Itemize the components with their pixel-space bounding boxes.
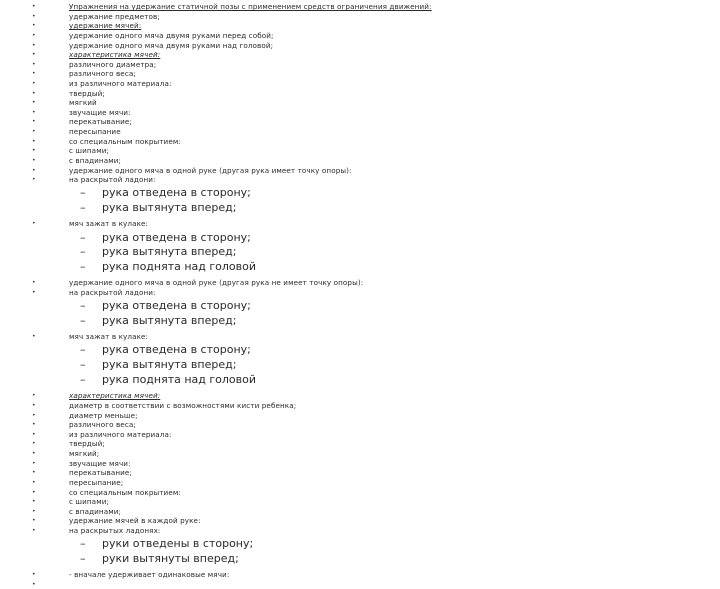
bullet-list-item (0, 478, 720, 488)
line-text: рука вытянута вперед; (102, 201, 237, 215)
bullet-marker: • (32, 289, 36, 296)
bullet-marker: • (32, 108, 36, 116)
line-text: рука отведена в сторону; (102, 299, 251, 313)
line-text: перекатывание; (69, 117, 132, 127)
bullet-marker: • (32, 392, 36, 400)
bullet-marker: • (32, 401, 36, 409)
bullet-marker: • (32, 430, 36, 438)
dash-marker: – (80, 537, 86, 551)
line-text: различного веса; (69, 420, 136, 430)
bullet-list-item (0, 31, 720, 41)
line-text: руки вытянуты вперед; (102, 551, 239, 565)
bullet-marker: • (32, 128, 36, 136)
dash-list-item (0, 186, 720, 199)
bullet-marker: • (32, 488, 36, 496)
bullet-list-item (0, 570, 720, 580)
line-text: - вначале удерживает одинаковые мячи: (69, 570, 230, 580)
bullet-list-item (0, 156, 720, 166)
line-text: на раскрытой ладони: (69, 175, 156, 185)
dash-marker: – (80, 358, 86, 372)
bullet-marker: • (32, 333, 36, 341)
bullet-marker: • (32, 450, 36, 457)
line-text: рука поднята над головой (102, 260, 257, 274)
dash-marker: – (80, 230, 86, 244)
bullet-marker: • (32, 156, 36, 164)
dash-list-item (0, 537, 720, 550)
bullet-list-item (0, 580, 720, 589)
bullet-marker: • (32, 498, 36, 506)
bullet-marker: • (32, 60, 36, 68)
bullet-marker: • (32, 70, 36, 78)
line-text: различного диаметра; (69, 59, 157, 69)
line-text: диаметр в соответствии с возможностями кисти ребенка; (69, 400, 297, 410)
bullet-list-item (0, 137, 720, 147)
dash-marker: – (80, 313, 86, 327)
dash-marker: – (80, 299, 86, 313)
bullet-list-item (0, 117, 720, 127)
bullet-list-item (0, 430, 720, 440)
line-text: рука отведена в сторону; (102, 186, 251, 200)
line-text: удержание одного мяча двумя руками над головой; (69, 40, 274, 50)
line-text: удержание мячей: (69, 21, 142, 31)
bullet-marker: • (32, 118, 36, 126)
bullet-marker: • (32, 22, 36, 30)
line-text: из различного материала: (69, 79, 172, 88)
dash-list-item (0, 358, 720, 371)
line-text: удержание мячей в каждой руке: (69, 516, 201, 526)
bullet-list-item (0, 219, 720, 229)
line-text: твердый; (69, 88, 105, 98)
bullet-list-item (0, 332, 720, 342)
bullet-marker: • (32, 411, 36, 419)
dash-marker: – (80, 260, 86, 274)
bullet-marker: • (32, 166, 36, 174)
line-text: диаметр меньше; (69, 410, 138, 420)
bullet-marker: • (32, 459, 36, 467)
bullet-list-item (0, 439, 720, 449)
bullet-marker: • (32, 3, 36, 10)
line-text: с шипами; (69, 497, 110, 507)
bullet-marker: • (32, 31, 36, 39)
bullet-marker: • (32, 580, 36, 588)
bullet-marker: • (32, 469, 36, 477)
dash-marker: – (80, 201, 86, 215)
line-text: рука отведена в сторону; (102, 343, 251, 357)
bullet-list-item (0, 98, 720, 108)
dash-list-item (0, 260, 720, 273)
bullet-list-item (0, 79, 720, 89)
bullet-marker: • (32, 478, 36, 486)
line-text: Упражнения на удержание статичной позы с применением средств ограничения движений: (69, 2, 432, 11)
line-text: характеристика мячей: (69, 50, 161, 60)
bullet-list-item (0, 449, 720, 459)
line-text: рука вытянута вперед; (102, 358, 237, 372)
line-text: удержание предметов; (69, 11, 160, 21)
line-text: из различного материала: (69, 429, 172, 439)
line-text: звучащие мячи: (69, 107, 131, 117)
bullet-list-item (0, 50, 720, 60)
bullet-list-item (0, 488, 720, 498)
bullet-marker: • (32, 526, 36, 534)
line-text: различного веса; (69, 69, 136, 79)
line-text: удержание одного мяча в одной руке (другая рука имеет точку опоры): (69, 165, 352, 175)
line-text: характеристика мячей: (69, 391, 161, 401)
line-text: с шипами; (69, 146, 110, 156)
line-text: рука отведена в сторону; (102, 230, 251, 244)
bullet-marker: • (32, 517, 36, 525)
line-text: твердый; (69, 439, 105, 449)
bullet-marker: • (32, 279, 36, 287)
line-text: мяч зажат в кулаке: (69, 219, 149, 229)
line-text: с впадинами; (69, 155, 122, 165)
bullet-list-item (0, 108, 720, 118)
line-text: удержание одного мяча двумя руками перед собой; (69, 30, 274, 40)
bullet-marker: • (32, 12, 36, 20)
line-text: с впадинами; (69, 506, 122, 516)
dash-list-item (0, 373, 720, 386)
dash-list-item (0, 231, 720, 244)
line-text: руки отведены в сторону; (102, 537, 254, 551)
bullet-list-item (0, 526, 720, 536)
line-text: на раскрытых ладонях: (69, 525, 161, 535)
line-text: со специальным покрытием: (69, 487, 181, 497)
bullet-list-item (0, 12, 720, 22)
dash-list-item (0, 201, 720, 214)
line-text: мяч зажат в кулаке: (69, 332, 149, 342)
bullet-marker: • (32, 89, 36, 97)
bullet-marker: • (32, 137, 36, 145)
line-text: рука вытянута вперед; (102, 313, 237, 327)
bullet-list-item (0, 41, 720, 51)
line-text: со специальным покрытием: (69, 136, 181, 146)
bullet-list-item (0, 278, 720, 288)
line-text: мягкий (69, 98, 97, 108)
line-text: мягкий; (69, 449, 100, 458)
bullet-list-item (0, 411, 720, 421)
bullet-marker: • (32, 80, 36, 87)
bullet-list-item (0, 516, 720, 526)
line-text: пересыпание; (69, 477, 124, 487)
bullet-list-item (0, 166, 720, 176)
bullet-list-item (0, 288, 720, 298)
bullet-list-item (0, 401, 720, 411)
bullet-list-item (0, 127, 720, 137)
dash-marker: – (80, 551, 86, 565)
bullet-list-item (0, 60, 720, 70)
bullet-marker: • (32, 176, 36, 184)
bullet-list-item (0, 468, 720, 478)
line-text: удержание одного мяча в одной руке (другая рука не имеет точку опоры): (69, 278, 364, 288)
dash-list-item (0, 299, 720, 312)
line-text: перекатывание; (69, 468, 132, 478)
line-text: звучащие мячи: (69, 458, 131, 468)
bullet-marker: • (32, 440, 36, 448)
bullet-list-item (0, 497, 720, 507)
bullet-marker: • (32, 99, 36, 107)
bullet-list-item (0, 507, 720, 517)
bullet-marker: • (32, 507, 36, 515)
dash-marker: – (80, 373, 86, 386)
dash-marker: – (80, 186, 86, 200)
bullet-list-item (0, 69, 720, 79)
bullet-list-item (0, 391, 720, 401)
bullet-marker: • (32, 51, 36, 59)
bullet-marker: • (32, 41, 36, 49)
bullet-list-item (0, 146, 720, 156)
dash-list-item (0, 314, 720, 327)
line-text: рука поднята над головой (102, 373, 257, 386)
dash-marker: – (80, 245, 86, 259)
dash-list-item (0, 343, 720, 356)
dash-list-item (0, 245, 720, 258)
bullet-marker: • (32, 147, 36, 155)
bullet-marker: • (32, 571, 36, 579)
bullet-list-item (0, 420, 720, 430)
bullet-list-item (0, 89, 720, 99)
line-text: рука вытянута вперед; (102, 245, 237, 259)
bullet-list-item (0, 2, 720, 12)
dash-marker: – (80, 343, 86, 357)
bullet-list-item (0, 175, 720, 185)
dash-list-item (0, 552, 720, 565)
line-text: на раскрытой ладони: (69, 288, 156, 297)
bullet-marker: • (32, 220, 36, 228)
bullet-list-item (0, 459, 720, 469)
bullet-list-item (0, 21, 720, 31)
line-text: пересыпание (69, 127, 121, 137)
bullet-marker: • (32, 421, 36, 429)
